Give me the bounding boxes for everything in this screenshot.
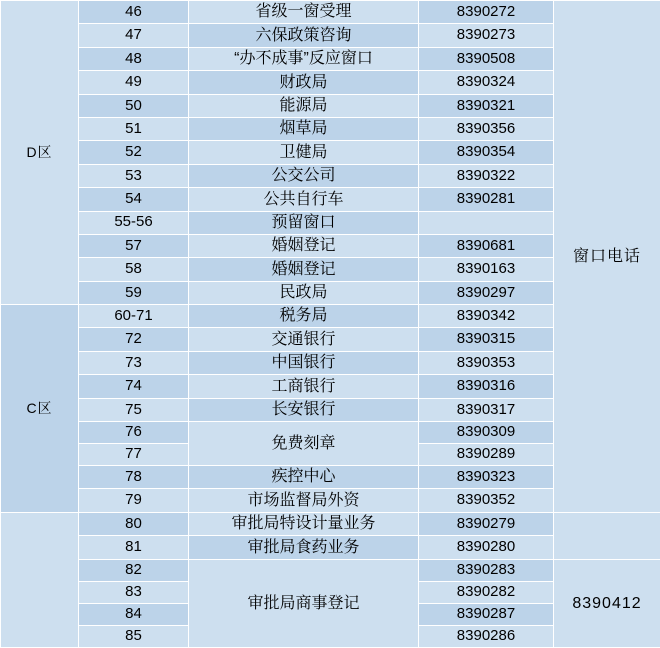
row-phone: 8390342 xyxy=(419,305,554,328)
row-name: 市场监督局外资 xyxy=(189,489,419,512)
row-name: 六保政策咨询 xyxy=(189,24,419,47)
row-number: 57 xyxy=(79,234,189,257)
row-number: 75 xyxy=(79,398,189,421)
row-number: 54 xyxy=(79,188,189,211)
row-number: 73 xyxy=(79,351,189,374)
row-phone: 8390281 xyxy=(419,188,554,211)
row-phone: 8390272 xyxy=(419,1,554,24)
row-number: 52 xyxy=(79,141,189,164)
row-name: 婚姻登记 xyxy=(189,258,419,281)
row-phone: 8390280 xyxy=(419,536,554,559)
row-phone: 8390356 xyxy=(419,117,554,140)
row-name: 交通银行 xyxy=(189,328,419,351)
row-number: 47 xyxy=(79,24,189,47)
row-phone xyxy=(419,211,554,234)
row-phone: 8390273 xyxy=(419,24,554,47)
row-phone: 8390317 xyxy=(419,398,554,421)
row-phone: 8390322 xyxy=(419,164,554,187)
row-phone: 8390309 xyxy=(419,422,554,444)
row-number: 74 xyxy=(79,375,189,398)
row-name: 中国银行 xyxy=(189,351,419,374)
row-phone: 8390353 xyxy=(419,351,554,374)
row-phone: 8390289 xyxy=(419,444,554,466)
row-number: 76 xyxy=(79,422,189,444)
zone-cell-d: D区 xyxy=(1,1,79,305)
row-number: 80 xyxy=(79,512,189,535)
row-phone: 8390315 xyxy=(419,328,554,351)
row-name: 能源局 xyxy=(189,94,419,117)
row-name: 烟草局 xyxy=(189,117,419,140)
row-number: 58 xyxy=(79,258,189,281)
row-number: 78 xyxy=(79,466,189,489)
row-phone: 8390316 xyxy=(419,375,554,398)
row-phone: 8390286 xyxy=(419,625,554,647)
row-name: “办不成事”反应窗口 xyxy=(189,47,419,70)
row-number: 49 xyxy=(79,71,189,94)
row-phone: 8390681 xyxy=(419,234,554,257)
row-name: 审批局食药业务 xyxy=(189,536,419,559)
row-name: 财政局 xyxy=(189,71,419,94)
row-name: 省级一窗受理 xyxy=(189,1,419,24)
row-name: 民政局 xyxy=(189,281,419,304)
row-phone: 8390282 xyxy=(419,581,554,603)
row-name: 预留窗口 xyxy=(189,211,419,234)
row-name: 婚姻登记 xyxy=(189,234,419,257)
row-name: 工商银行 xyxy=(189,375,419,398)
zone-cell-blank xyxy=(1,512,79,647)
row-phone: 8390163 xyxy=(419,258,554,281)
zone-cell-c: C区 xyxy=(1,305,79,513)
row-number: 53 xyxy=(79,164,189,187)
row-number: 72 xyxy=(79,328,189,351)
row-name: 审批局商事登记 xyxy=(189,559,419,647)
row-number: 83 xyxy=(79,581,189,603)
row-phone: 8390323 xyxy=(419,466,554,489)
row-phone: 8390287 xyxy=(419,603,554,625)
note-cell-blank xyxy=(554,512,660,559)
row-phone: 8390283 xyxy=(419,559,554,581)
row-number: 59 xyxy=(79,281,189,304)
row-name: 免费刻章 xyxy=(189,422,419,466)
row-number: 85 xyxy=(79,625,189,647)
row-number: 48 xyxy=(79,47,189,70)
row-phone: 8390324 xyxy=(419,71,554,94)
note-cell-window-phone: 窗口电话 xyxy=(554,1,660,513)
row-phone: 8390279 xyxy=(419,512,554,535)
row-name: 长安银行 xyxy=(189,398,419,421)
row-name: 疾控中心 xyxy=(189,466,419,489)
table-row xyxy=(1,559,660,581)
row-name: 公共自行车 xyxy=(189,188,419,211)
row-phone: 8390352 xyxy=(419,489,554,512)
row-name: 卫健局 xyxy=(189,141,419,164)
note-cell-shared-phone: 8390412 xyxy=(554,559,660,647)
row-number: 82 xyxy=(79,559,189,581)
row-number: 79 xyxy=(79,489,189,512)
row-phone: 8390354 xyxy=(419,141,554,164)
row-phone: 8390297 xyxy=(419,281,554,304)
row-number: 46 xyxy=(79,1,189,24)
row-number: 81 xyxy=(79,536,189,559)
row-number: 84 xyxy=(79,603,189,625)
row-phone: 8390321 xyxy=(419,94,554,117)
row-name: 审批局特设计量业务 xyxy=(189,512,419,535)
table-row xyxy=(1,512,660,535)
row-phone: 8390508 xyxy=(419,47,554,70)
table-row xyxy=(1,1,660,24)
row-name: 公交公司 xyxy=(189,164,419,187)
row-number: 50 xyxy=(79,94,189,117)
row-name: 税务局 xyxy=(189,305,419,328)
row-number: 55-56 xyxy=(79,211,189,234)
row-number: 60-71 xyxy=(79,305,189,328)
row-number: 77 xyxy=(79,444,189,466)
row-number: 51 xyxy=(79,117,189,140)
